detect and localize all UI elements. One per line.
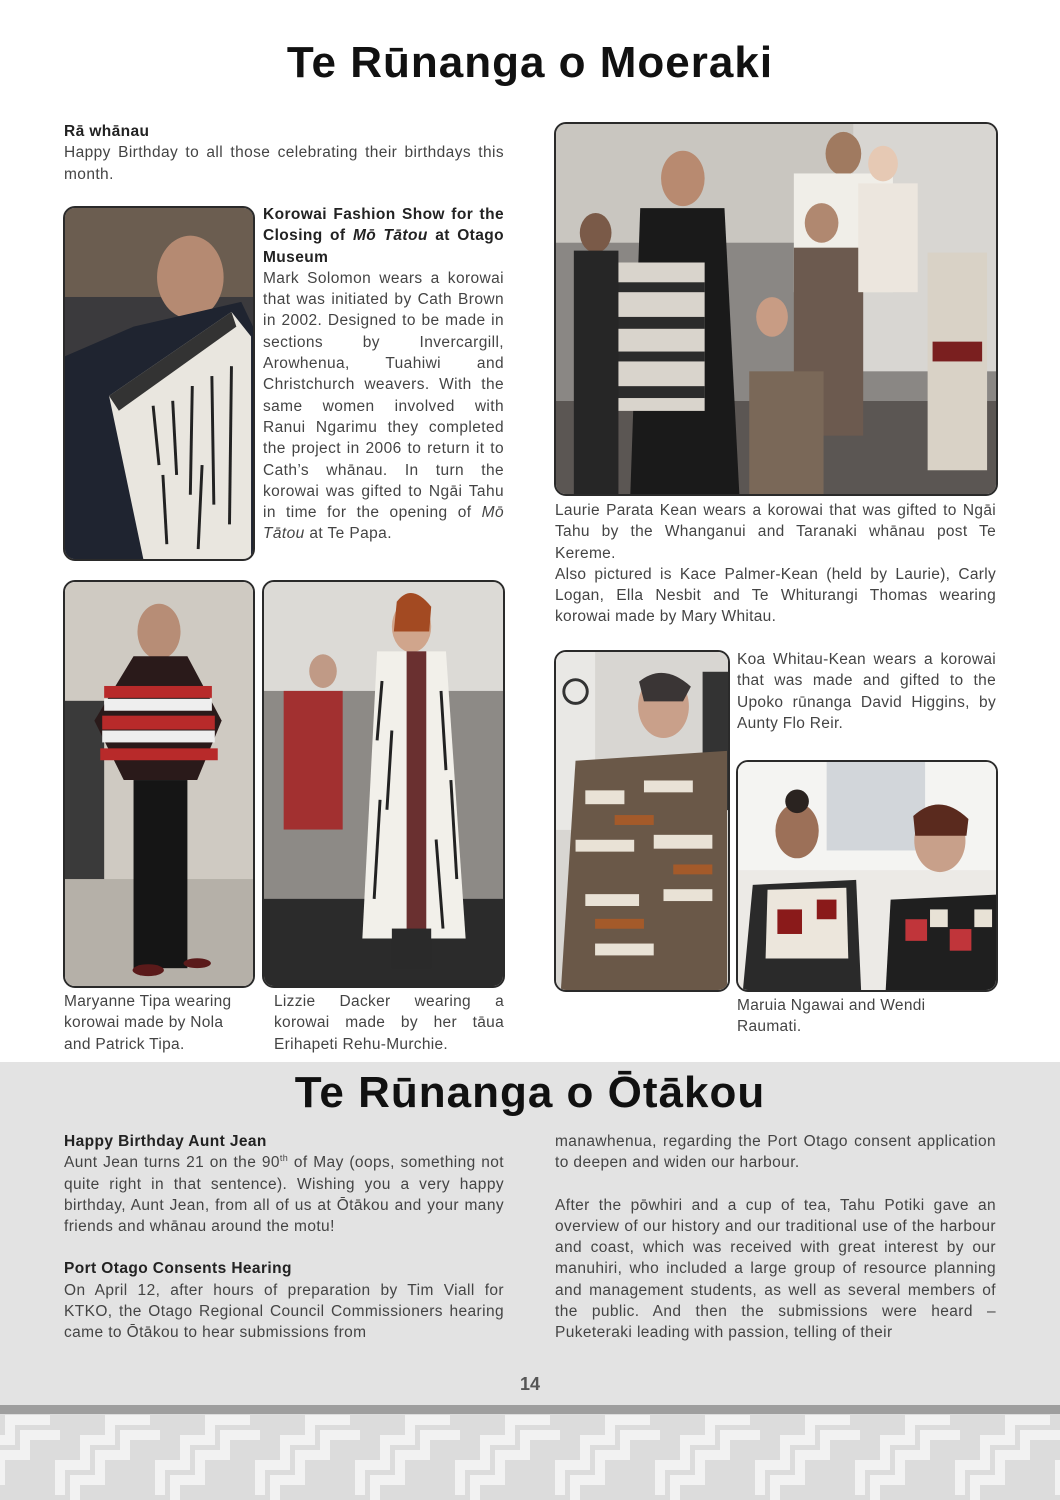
photo-koa-whitau-kean: [554, 650, 730, 992]
photo-lizzie-dacker: [262, 580, 505, 988]
caption-maryanne: Maryanne Tipa wearing korowai made by Nola and Patrick Tipa.: [64, 993, 232, 1053]
fashion-body-italic: Mō Tātou: [263, 504, 504, 543]
otakou-left-column: [64, 1131, 504, 1344]
birthday-heading: Rā whānau: [64, 123, 150, 140]
photo-maruia-wendi: [736, 760, 998, 992]
page-title-otakou: Te Rūnanga o Ōtākou: [294, 1068, 766, 1117]
port-otago-continued-2: After the pōwhiri and a cup of tea, Tahu Potiki gave an overview of our history and our traditional use of the harbour and coast, which was received with great interest by our manuhiri, who included a large group of resource planning and management students, as well as several members of the public. And then the submissions were heard – Puketeraki leading with passion, telling of their: [555, 1196, 996, 1342]
port-otago-heading: Port Otago Consents Hearing: [64, 1260, 292, 1278]
otakou-right-column: [555, 1131, 996, 1344]
page-number: 14: [519, 1374, 541, 1394]
fashion-heading-italic: Mō Tātou: [352, 227, 428, 245]
fashion-body-part: at Te Papa.: [309, 525, 392, 543]
caption-laurie: [555, 500, 996, 628]
fashion-show-body: [263, 268, 504, 545]
fashion-show-heading: [263, 204, 504, 268]
caption-koa: Koa Whitau-Kean wears a korowai that was made and gifted to the Upoko rūnanga David Higgins, by Aunty Flo Reir.: [737, 651, 996, 732]
port-otago-text: On April 12, after hours of preparation by Tim Viall for KTKO, the Otago Regional Council Commissioners hearing came to Ōtākou to hear submissions from: [64, 1281, 504, 1342]
fashion-heading-part: at Otago Museum: [263, 227, 504, 266]
page-title-moeraki: Te Rūnanga o Moeraki: [286, 38, 774, 87]
caption-maruia: Maruia Ngawai and Wendi Raumati.: [737, 997, 926, 1036]
aunt-text-part: of May (oops, something not quite right in that sentence). Wishing you a very happy birthday, Aunt Jean, from all of us at Ōtākou and your many friends and whānau around the motu!: [64, 1154, 505, 1236]
caption-laurie-line: Also pictured is Kace Palmer-Kean (held by Laurie), Carly Logan, Ella Nesbit and Te Whiturangi Thomas wearing korowai made by Mary Whitau.: [555, 565, 996, 626]
birthday-block: [64, 121, 504, 185]
caption-lizzie: Lizzie Dacker wearing a korowai made by her tāua Erihapeti Rehu-Murchie.: [274, 993, 504, 1053]
fashion-show-article: [263, 204, 504, 545]
aunt-jean-heading: Happy Birthday Aunt Jean: [64, 1133, 267, 1150]
fashion-body-part: Mark Solomon wears a korowai that was initiated by Cath Brown in 2002. Designed to be made in sections by Invercargill, Arowhenua, Tuahiwi and Christchurch weavers. With the same women involved with Ranui Ngarimu they completed the project in 2006 to return it to Cath’s whānau. In turn the korowai was gifted to Ngāi Tahu in time for the opening of: [263, 269, 504, 522]
birthday-text: Happy Birthday to all those celebrating their birthdays this month.: [64, 144, 504, 183]
decorative-border-pattern: [0, 1405, 1060, 1500]
aunt-text-part: Aunt Jean turns 21 on the 90: [64, 1154, 280, 1172]
caption-laurie-line: Laurie Parata Kean wears a korowai that was gifted to Ngāi Tahu by the Whanganui and Taranaki whānau post Te Kereme.: [555, 502, 996, 562]
photo-maryanne-tipa: [63, 580, 255, 988]
fashion-heading-part: Korowai Fashion Show for the Closing of: [263, 206, 504, 245]
photo-laurie-group: [554, 122, 998, 496]
port-otago-continued-1: manawhenua, regarding the Port Otago consent application to deepen and widen our harbour.: [555, 1133, 996, 1172]
aunt-jean-text: [64, 1152, 504, 1237]
photo-mark-solomon: [63, 206, 255, 561]
aunt-text-sup: th: [279, 1153, 289, 1164]
